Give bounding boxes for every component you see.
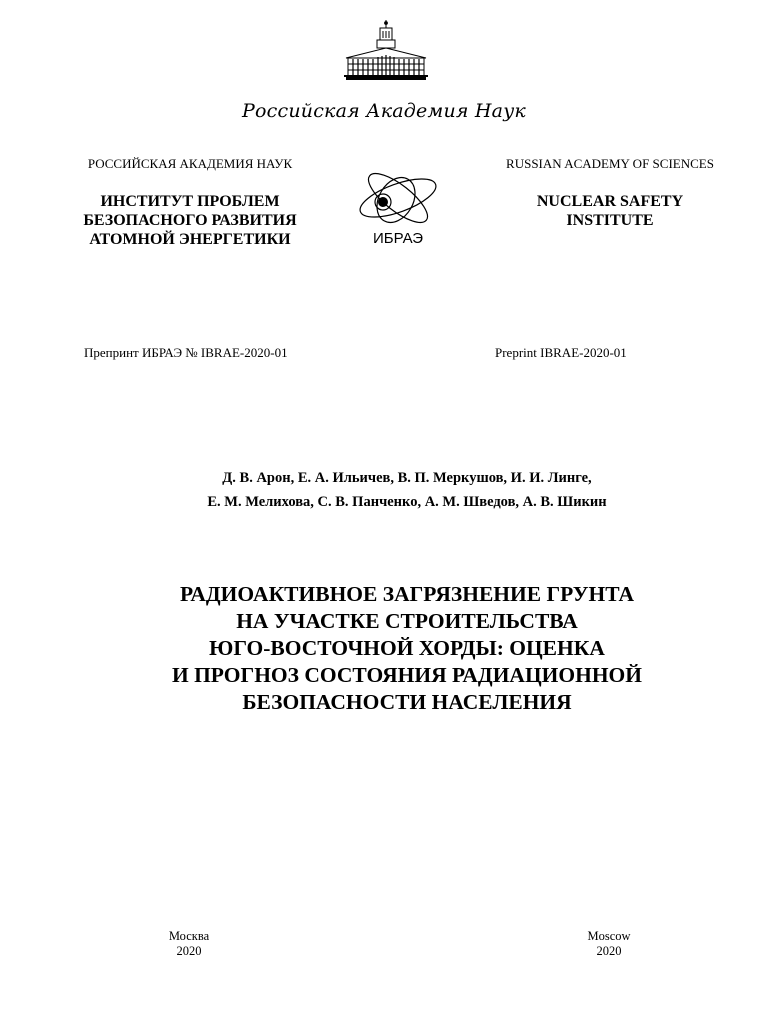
- atom-icon: [356, 166, 440, 231]
- footer-year-ru: 2020: [176, 944, 202, 958]
- title-line: НА УЧАСТКЕ СТРОИТЕЛЬСТВА: [236, 609, 578, 633]
- academy-building-icon: [344, 20, 428, 82]
- ibrae-logo-text: ИБРАЭ: [372, 230, 424, 247]
- right-org-subtitle: RUSSIAN ACADEMY OF SCIENCES: [506, 156, 714, 171]
- preprint-number-en: Preprint IBRAE-2020-01: [495, 345, 627, 360]
- title-line: И ПРОГНОЗ СОСТОЯНИЯ РАДИАЦИОННОЙ: [171, 663, 643, 687]
- footer-left: [149, 929, 229, 959]
- title-line: РАДИОАКТИВНОЕ ЗАГРЯЗНЕНИЕ ГРУНТА: [179, 582, 635, 606]
- authors-line: Д. В. Арон, Е. А. Ильичев, В. П. Меркушов, И. И. Линге,: [222, 470, 592, 486]
- title-line: ЮГО-ВОСТОЧНОЙ ХОРДЫ: ОЦЕНКА: [209, 636, 605, 660]
- right-org-title-line: INSTITUTE: [566, 212, 654, 229]
- preprint-number-ru: Препринт ИБРАЭ № IBRAE-2020-01: [84, 345, 288, 360]
- document-title: [0, 581, 768, 716]
- left-org-title-line: АТОМНОЙ ЭНЕРГЕТИКИ: [89, 231, 291, 248]
- footer-year-en: 2020: [596, 944, 622, 958]
- left-org-title: [40, 192, 340, 249]
- footer-right: [569, 929, 649, 959]
- footer-city-ru: Москва: [168, 929, 210, 943]
- title-line: БЕЗОПАСНОСТИ НАСЕЛЕНИЯ: [242, 690, 572, 714]
- left-org-title-line: БЕЗОПАСНОГО РАЗВИТИЯ: [83, 212, 297, 229]
- authors: [0, 466, 768, 514]
- academy-script-logo: Российская Академия Наук: [242, 100, 526, 122]
- authors-line: Е. М. Мелихова, С. В. Панченко, А. М. Шведов, А. В. Шикин: [207, 494, 607, 510]
- right-org-title-line: NUCLEAR SAFETY: [536, 193, 684, 210]
- ibrae-logo: [356, 162, 440, 248]
- left-org-title-line: ИНСТИТУТ ПРОБЛЕМ: [100, 193, 280, 210]
- left-org-subtitle: РОССИЙСКАЯ АКАДЕМИЯ НАУК: [87, 156, 293, 171]
- right-org-title: [480, 192, 740, 230]
- footer-city-en: Moscow: [587, 929, 631, 943]
